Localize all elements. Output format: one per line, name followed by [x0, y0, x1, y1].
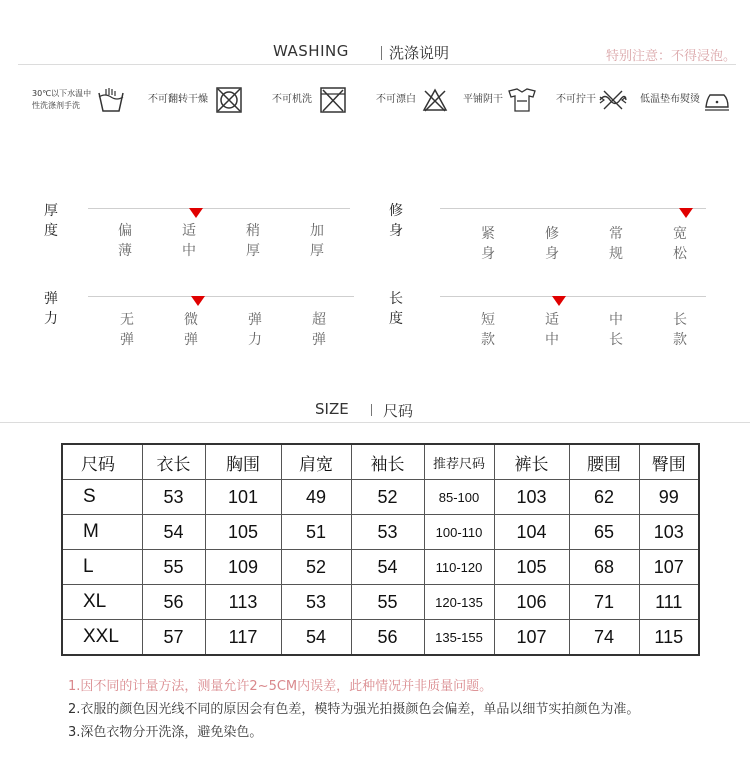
slider-thickness-option: 偏薄: [118, 223, 132, 259]
table-cell: 56: [351, 620, 424, 656]
header-chest: 胸围: [205, 444, 281, 480]
table-row: [62, 620, 699, 656]
care-flat-dry-text: 平铺阴干: [463, 94, 503, 105]
care-no-tumble: [148, 80, 242, 120]
care-no-bleach: [376, 80, 448, 120]
hand-wash-icon: [97, 87, 125, 113]
header-waist: 腰围: [569, 444, 639, 480]
table-cell: 55: [142, 550, 205, 585]
table-cell: XXL: [62, 620, 142, 656]
low-iron-icon: [704, 89, 730, 111]
slider-thickness-marker: [189, 208, 203, 218]
table-cell: 54: [281, 620, 351, 656]
title-separator: [381, 46, 382, 60]
size-title-en: SIZE: [315, 400, 349, 418]
table-cell: 113: [205, 585, 281, 620]
table-cell: 85-100: [424, 480, 494, 515]
care-hand-wash: [32, 80, 125, 120]
table-cell: 52: [281, 550, 351, 585]
table-row: [62, 480, 699, 515]
care-hand-wash-text-2: 性洗涤剂手洗: [32, 101, 80, 110]
table-cell: S: [62, 480, 142, 515]
table-cell: 53: [142, 480, 205, 515]
care-low-iron-text: 低温垫布熨烫: [640, 94, 700, 105]
table-cell: 99: [639, 480, 699, 515]
care-hand-wash-text-1: 30℃以下水温中: [32, 89, 92, 98]
slider-fit-option: 修身: [545, 226, 559, 262]
table-cell: 101: [205, 480, 281, 515]
washing-title-en: WASHING: [273, 42, 349, 60]
table-cell: 68: [569, 550, 639, 585]
table-cell: 103: [494, 480, 569, 515]
washing-warning: 特别注意：不得浸泡。: [605, 49, 736, 64]
flat-dry-icon: [507, 87, 537, 113]
table-cell: 120-135: [424, 585, 494, 620]
table-cell: 106: [494, 585, 569, 620]
slider-thickness-option: 稍厚: [246, 223, 260, 259]
header-hip: 臀围: [639, 444, 699, 480]
table-cell: 54: [142, 515, 205, 550]
table-cell: 53: [351, 515, 424, 550]
slider-elasticity-track: [88, 296, 354, 297]
no-machine-wash-icon: [320, 87, 346, 113]
table-cell: 117: [205, 620, 281, 656]
table-cell: 53: [281, 585, 351, 620]
table-row: [62, 550, 699, 585]
washing-title-cn: 洗涤说明: [389, 44, 450, 62]
slider-fit-option: 宽松: [673, 226, 687, 262]
slider-length-marker: [552, 296, 566, 306]
table-cell: 56: [142, 585, 205, 620]
care-low-iron: [640, 80, 730, 120]
slider-elasticity-option: 超弹: [312, 312, 326, 348]
slider-elasticity-option: 微弹: [184, 312, 198, 348]
table-cell: 52: [351, 480, 424, 515]
table-cell: 111: [639, 585, 699, 620]
table-header-row: [62, 444, 699, 480]
header-shoulder: 肩宽: [281, 444, 351, 480]
table-cell: 107: [639, 550, 699, 585]
table-cell: 65: [569, 515, 639, 550]
slider-fit-track: [440, 208, 706, 209]
table-cell: 107: [494, 620, 569, 656]
slider-length-option: 适中: [545, 312, 559, 348]
slider-length-label: 长度: [389, 291, 403, 327]
note-color: 2.衣服的颜色因光线不同的原因会有色差，模特为强光拍摄颜色会偏差，单品以细节实拍颜色为准。: [68, 702, 640, 717]
table-cell: 103: [639, 515, 699, 550]
note-wash-dark: 3.深色衣物分开洗涤，避免染色。: [68, 725, 263, 740]
slider-elasticity-option: 无弹: [120, 312, 134, 348]
care-no-tumble-text: 不可翻转干燥: [148, 94, 208, 105]
size-table: [61, 443, 700, 656]
table-row: [62, 585, 699, 620]
slider-fit-marker: [679, 208, 693, 218]
care-flat-dry: [463, 80, 537, 120]
no-bleach-icon: [422, 88, 448, 112]
header-sleeve: 袖长: [351, 444, 424, 480]
slider-length-track: [440, 296, 706, 297]
slider-length-option: 中长: [609, 312, 623, 348]
table-cell: 62: [569, 480, 639, 515]
slider-thickness-label: 厚度: [44, 203, 58, 239]
care-no-wring-text: 不可拧干: [556, 94, 596, 105]
slider-elasticity-label: 弹力: [44, 291, 58, 327]
slider-elasticity-option: 弹力: [248, 312, 262, 348]
slider-length-option: 短款: [481, 312, 495, 348]
slider-thickness-option: 适中: [182, 223, 196, 259]
header-recommended: 推荐尺码: [424, 444, 494, 480]
table-row: [62, 515, 699, 550]
table-cell: 49: [281, 480, 351, 515]
table-cell: 109: [205, 550, 281, 585]
table-cell: M: [62, 515, 142, 550]
table-cell: 115: [639, 620, 699, 656]
title-separator: [371, 404, 372, 416]
note-measurement: 1.因不同的计量方法，测量允许2~5CM内误差，此种情况并非质量问题。: [68, 679, 493, 694]
table-cell: 110-120: [424, 550, 494, 585]
care-no-machine-text: 不可机洗: [272, 94, 312, 105]
table-cell: XL: [62, 585, 142, 620]
table-cell: 55: [351, 585, 424, 620]
table-cell: 74: [569, 620, 639, 656]
table-cell: 51: [281, 515, 351, 550]
slider-thickness-option: 加厚: [310, 223, 324, 259]
no-tumble-dry-icon: [216, 87, 242, 113]
table-cell: 105: [494, 550, 569, 585]
slider-elasticity-marker: [191, 296, 205, 306]
slider-fit-label: 修身: [389, 203, 403, 239]
divider: [0, 422, 750, 423]
header-size: 尺码: [62, 444, 142, 480]
table-cell: L: [62, 550, 142, 585]
care-no-machine: [272, 80, 346, 120]
size-title-cn: 尺码: [383, 402, 414, 420]
header-length: 衣长: [142, 444, 205, 480]
care-no-bleach-text: 不可漂白: [376, 94, 416, 105]
slider-thickness-track: [88, 208, 350, 209]
table-cell: 100-110: [424, 515, 494, 550]
table-cell: 57: [142, 620, 205, 656]
slider-fit-option: 紧身: [481, 226, 495, 262]
table-cell: 135-155: [424, 620, 494, 656]
table-cell: 104: [494, 515, 569, 550]
table-cell: 54: [351, 550, 424, 585]
header-pants-length: 裤长: [494, 444, 569, 480]
care-no-wring: [556, 80, 628, 120]
divider: [18, 64, 736, 65]
slider-length-option: 长款: [673, 312, 687, 348]
no-wring-icon: [598, 89, 628, 111]
slider-fit-option: 常规: [609, 226, 623, 262]
table-cell: 71: [569, 585, 639, 620]
table-cell: 105: [205, 515, 281, 550]
